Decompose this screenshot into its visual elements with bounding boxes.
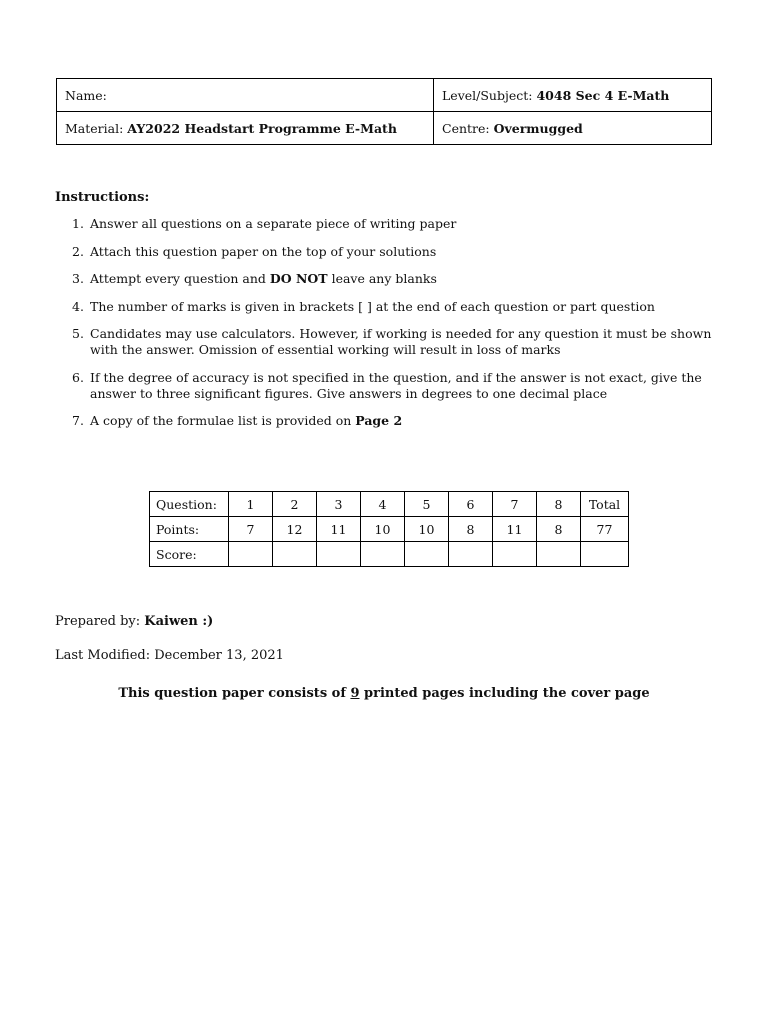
header-info-table bbox=[56, 78, 712, 145]
instruction-text: Candidates may use calculators. However, if working is needed for any question it must be shown with the answer. Omission of essential working will result in loss of marks bbox=[90, 326, 712, 357]
score-blank-cell bbox=[405, 542, 449, 567]
instruction-item bbox=[56, 244, 720, 260]
points-value: 10 bbox=[361, 517, 405, 542]
question-row bbox=[150, 492, 629, 517]
points-value: 8 bbox=[449, 517, 493, 542]
points-row-label: Points: bbox=[150, 517, 229, 542]
note-pre: This question paper consists of bbox=[118, 686, 351, 701]
name-label: Name: bbox=[65, 87, 107, 103]
instruction-item bbox=[56, 271, 720, 287]
points-value: 11 bbox=[317, 517, 361, 542]
instruction-text: Answer all questions on a separate piece of writing paper bbox=[90, 216, 457, 231]
level-subject-cell bbox=[434, 79, 712, 112]
question-number: 7 bbox=[493, 492, 537, 517]
instruction-item bbox=[56, 413, 720, 429]
material-value: AY2022 Headstart Programme E-Math bbox=[127, 120, 397, 136]
question-number: 8 bbox=[537, 492, 581, 517]
centre-value: Overmugged bbox=[493, 120, 583, 136]
question-number: 1 bbox=[229, 492, 273, 517]
score-blank-cell bbox=[229, 542, 273, 567]
centre-cell bbox=[434, 112, 712, 145]
score-blank-cell bbox=[493, 542, 537, 567]
last-modified bbox=[55, 648, 284, 663]
score-blank-cell bbox=[317, 542, 361, 567]
instruction-item bbox=[56, 370, 720, 402]
instruction-number: 2. bbox=[72, 243, 84, 259]
level-label: Level/Subject: bbox=[442, 87, 533, 103]
total-header: Total bbox=[581, 492, 629, 517]
prepared-label: Prepared by: bbox=[55, 614, 141, 629]
instruction-number: 3. bbox=[72, 271, 84, 286]
score-blank-cell bbox=[361, 542, 405, 567]
instruction-text: Page 2 bbox=[355, 413, 403, 428]
modified-value: December 13, 2021 bbox=[154, 648, 284, 663]
instructions-title: Instructions: bbox=[55, 190, 150, 205]
instructions-list bbox=[56, 216, 720, 441]
page-count-note bbox=[0, 686, 768, 701]
instruction-text: Attach this question paper on the top of your solutions bbox=[90, 243, 437, 259]
score-blank-cell bbox=[273, 542, 317, 567]
header-row-2 bbox=[57, 112, 712, 145]
points-row bbox=[150, 517, 629, 542]
instruction-text: A copy of the formulae list is provided on bbox=[90, 413, 356, 428]
score-row-label: Score: bbox=[150, 542, 229, 567]
instruction-number: 6. bbox=[72, 369, 84, 385]
level-value: 4048 Sec 4 E-Math bbox=[536, 87, 670, 103]
question-number: 5 bbox=[405, 492, 449, 517]
material-cell bbox=[57, 112, 434, 145]
question-number: 2 bbox=[273, 492, 317, 517]
prepared-by bbox=[55, 614, 213, 629]
total-points: 77 bbox=[581, 517, 629, 542]
points-value: 11 bbox=[493, 517, 537, 542]
instruction-item bbox=[56, 216, 720, 232]
material-label: Material: bbox=[65, 120, 124, 136]
modified-label: Last Modified: bbox=[55, 648, 151, 663]
instruction-item bbox=[56, 299, 720, 315]
note-pages: 9 bbox=[350, 686, 360, 701]
instruction-number: 7. bbox=[72, 413, 84, 428]
score-table bbox=[149, 491, 629, 567]
points-value: 10 bbox=[405, 517, 449, 542]
points-value: 7 bbox=[229, 517, 273, 542]
question-number: 3 bbox=[317, 492, 361, 517]
name-cell bbox=[57, 79, 434, 112]
prepared-value: Kaiwen :) bbox=[144, 614, 214, 629]
instruction-text: Attempt every question and bbox=[90, 271, 270, 286]
question-number: 6 bbox=[449, 492, 493, 517]
question-row-label: Question: bbox=[150, 492, 229, 517]
instruction-text: leave any blanks bbox=[327, 271, 437, 286]
instruction-text: If the degree of accuracy is not specified in the question, and if the answer is not exact, give the answer to three significant figures. Give answers in degrees to one decimal place bbox=[90, 369, 702, 401]
centre-label: Centre: bbox=[442, 120, 490, 136]
instruction-text: The number of marks is given in brackets [ ] at the end of each question or part question bbox=[90, 298, 655, 314]
score-blank-cell bbox=[537, 542, 581, 567]
question-number: 4 bbox=[361, 492, 405, 517]
instruction-item bbox=[56, 326, 720, 358]
points-value: 12 bbox=[273, 517, 317, 542]
score-blank-cell bbox=[449, 542, 493, 567]
points-value: 8 bbox=[537, 517, 581, 542]
instruction-number: 1. bbox=[72, 216, 84, 231]
instruction-number: 5. bbox=[72, 326, 84, 341]
instruction-text: DO NOT bbox=[269, 271, 328, 286]
header-row-1 bbox=[57, 79, 712, 112]
instruction-number: 4. bbox=[72, 298, 84, 314]
score-total-blank-cell bbox=[581, 542, 629, 567]
score-row bbox=[150, 542, 629, 567]
note-post: printed pages including the cover page bbox=[359, 686, 650, 701]
